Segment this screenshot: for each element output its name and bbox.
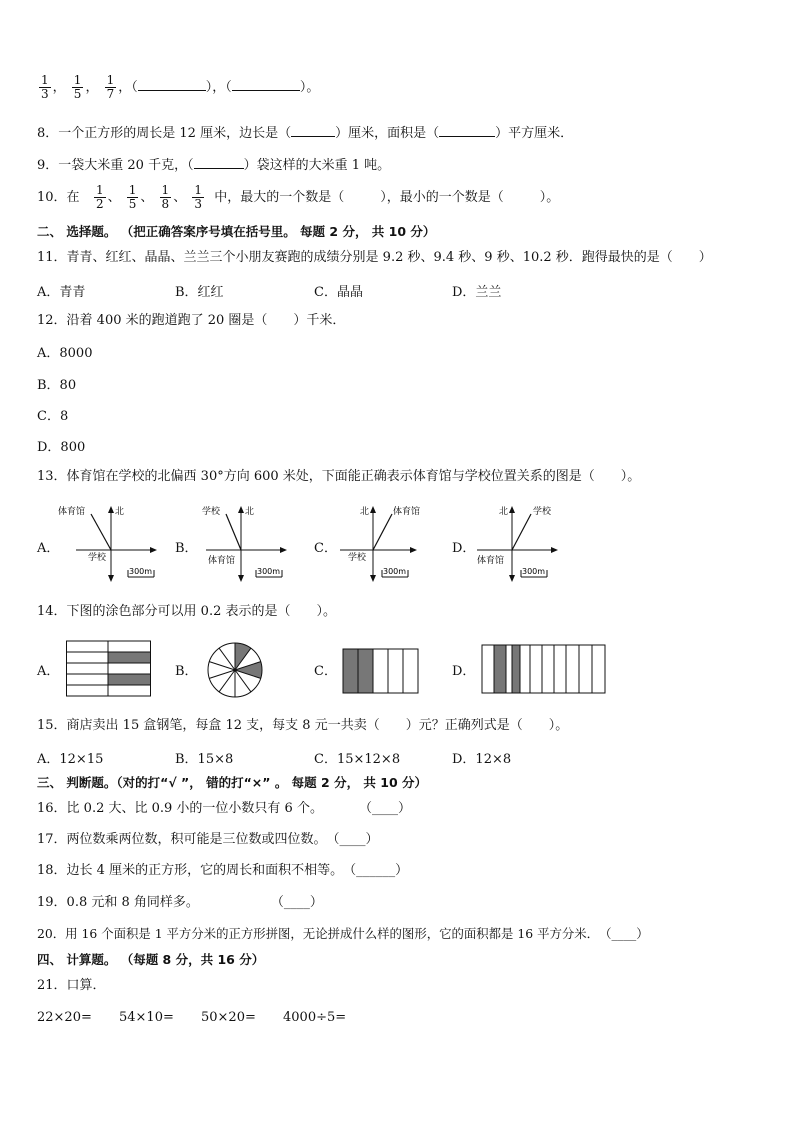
scale-label: 300m [383,567,407,576]
shaded-bars-d[interactable] [481,644,607,694]
q7-line: $\frac{1}{3}$ ， $\frac{1}{5}$ ， $\frac{1}{7}$ ，（ ），（ ）。 [41,73,320,101]
option-c[interactable]: C． [314,664,337,679]
fraction: $\frac{1}{7}$ [106,73,115,101]
question-20: 20．用 16 个面积是 1 平方分米的正方形拼图，无论拼成什么样的图形，它的面积都是 16 平方分米．（____） [37,926,649,941]
north-label: 北 [360,507,370,517]
option-c[interactable]: C．8 [37,409,69,424]
answer-paren[interactable]: （____） [358,801,411,816]
fraction: $\frac{1}{5}$ [128,183,137,211]
question-19: 19．0.8 元和 8 角同样多。 （____） [37,895,323,910]
option-a[interactable]: A．8000 [37,346,93,361]
school-label: 学校 [202,507,221,517]
calc-item[interactable]: 22×20= [37,1010,92,1025]
gym-label: 体育馆 [393,507,421,517]
calc-item[interactable]: 54×10= [119,1010,174,1025]
answer-paren[interactable]: （______） [343,863,409,878]
answer-blank[interactable] [439,124,495,137]
answer-paren[interactable]: （____） [326,832,379,847]
fraction: $\frac{1}{3}$ [41,73,49,101]
option-b[interactable]: B． [175,541,198,556]
shaded-grid-a[interactable] [66,640,152,698]
calc-item[interactable]: 50×20= [201,1010,256,1025]
school-label: 学校 [348,553,367,563]
question-14: 14．下图的涂色部分可以用 0.2 表示的是（ ）。 [37,604,336,619]
option-b[interactable]: B．红红 [175,285,224,300]
section-4-heading: 四、 计算题。 （每题 8 分，共 16 分） [37,952,265,967]
option-a[interactable]: A． [37,541,60,556]
fraction: $\frac{1}{5}$ [73,73,82,101]
compass-diagram-d[interactable] [475,500,575,586]
shaded-bars-c[interactable] [342,648,420,694]
scale-label: 300m [129,567,153,576]
question-10: 10．在 $\frac{1}{2}$ 、 $\frac{1}{5}$ 、 $\frac{1}{8}$ 、 $\frac{1}{3}$ 中，最大的一个数是（ ），最小的一个数是（ ）。 [37,183,560,211]
scale-label: 300m [257,567,281,576]
compass-diagram-a[interactable] [58,500,158,586]
option-d[interactable]: D．12×8 [452,752,512,767]
gym-label: 体育馆 [477,556,505,566]
option-c[interactable]: C．15×12×8 [314,752,401,767]
scale-label: 300m [522,567,546,576]
option-d[interactable]: D． [452,541,476,556]
question-8: 8．一个正方形的周长是 12 厘米，边长是（ ）厘米，面积是（ ）平方厘米． [37,126,574,141]
answer-blank[interactable] [194,156,244,169]
question-9: 9．一袋大米重 20 千克，（ ）袋这样的大米重 1 吨。 [37,158,391,173]
gym-label: 体育馆 [58,507,86,517]
compass-diagram-c[interactable] [338,500,438,586]
answer-blank[interactable] [138,78,206,91]
calc-item[interactable]: 4000÷5= [283,1010,347,1025]
option-b[interactable]: B．80 [37,378,77,393]
question-18: 18．边长 4 厘米的正方形，它的周长和面积不相等。（______） [37,863,409,878]
option-b[interactable]: B．15×8 [175,752,234,767]
question-16: 16．比 0.2 大、比 0.9 小的一位小数只有 6 个。 （____） [37,801,411,816]
answer-paren[interactable]: （____） [270,895,323,910]
option-d[interactable]: D． [452,664,476,679]
fraction: $\frac{1}{2}$ [95,183,104,211]
question-17: 17．两位数乘两位数，积可能是三位数或四位数。（____） [37,832,379,847]
school-label: 学校 [88,553,107,563]
option-a[interactable]: A．青青 [37,285,86,300]
fraction: $\frac{1}{3}$ [194,183,202,211]
question-12: 12．沿着 400 米的跑道跑了 20 圈是（ ）千米． [37,313,346,328]
gym-label: 体育馆 [208,556,236,566]
answer-blank[interactable] [291,124,335,137]
section-2-heading: 二、 选择题。 （把正确答案序号填在括号里。 每题 2 分， 共 10 分） [37,224,436,239]
question-11: 11．青青、红红、晶晶、兰兰三个小朋友赛跑的成绩分别是 9.2 秒、9.4 秒、9 秒、10.2 秒．跑得最快的是（ ） [37,250,712,265]
option-b[interactable]: B． [175,664,198,679]
compass-diagram-b[interactable] [200,500,300,586]
question-15: 15．商店卖出 15 盒钢笔，每盒 12 支，每支 8 元一共卖（ ）元？正确列式是（ ）。 [37,718,569,733]
option-d[interactable]: D．兰兰 [452,285,502,300]
question-21: 21．口算． [37,978,106,993]
north-label: 北 [245,507,255,517]
north-label: 北 [499,507,509,517]
option-c[interactable]: C．晶晶 [314,285,363,300]
fraction: $\frac{1}{8}$ [161,183,170,211]
option-a[interactable]: A．12×15 [37,752,104,767]
option-d[interactable]: D．800 [37,440,86,455]
question-13: 13．体育馆在学校的北偏西 30°方向 600 米处，下面能正确表示体育馆与学校位置关系的图是（ ）。 [37,469,641,484]
north-label: 北 [115,507,125,517]
answer-blank[interactable] [232,78,300,91]
section-3-heading: 三、 判断题。（对的打“√ ”， 错的打“×” 。 每题 2 分， 共 10 分） [37,775,428,790]
shaded-circle-b[interactable] [205,640,265,700]
option-c[interactable]: C． [314,541,337,556]
school-label: 学校 [533,507,552,517]
answer-paren[interactable]: （____） [599,926,649,941]
option-a[interactable]: A． [37,664,60,679]
